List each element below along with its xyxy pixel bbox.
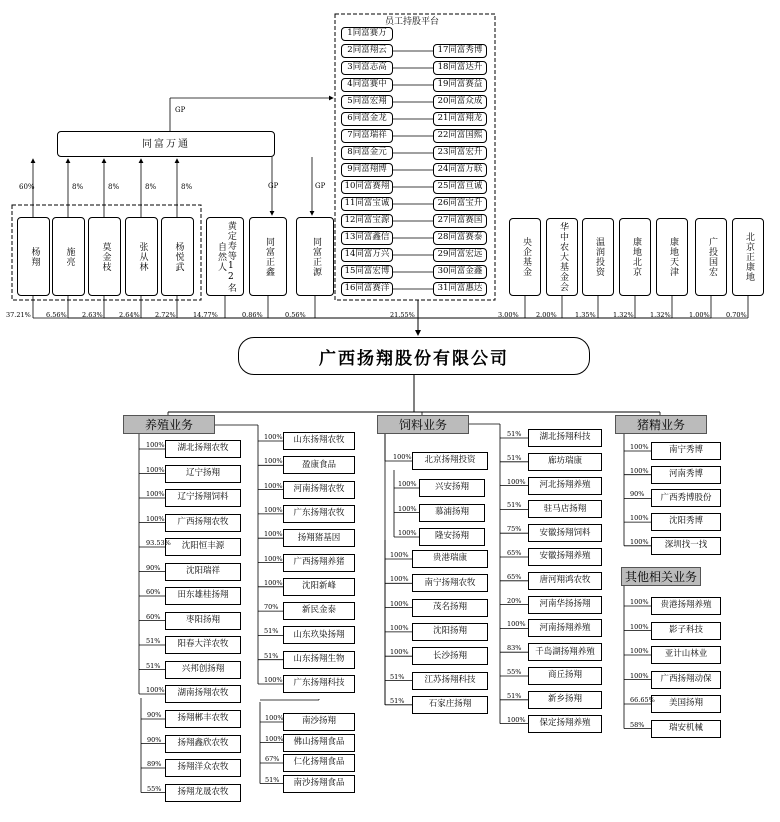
subsidiary-pct: 100% (507, 477, 526, 486)
edge-pct: 8% (108, 183, 120, 191)
family-holder: 杨翔 (17, 217, 50, 296)
family-holder: 张从林 (125, 217, 158, 296)
platform-entity: 17同富秀博 (433, 44, 487, 58)
holding-pct: 3.00% (498, 311, 519, 319)
subsidiary-pct: 100% (630, 671, 649, 680)
subsidiary-box: 湖北扬翔科技 (528, 429, 602, 447)
holding-pct: 2.72% (155, 311, 176, 319)
subsidiary-pct: 100% (390, 551, 409, 559)
right-holder: 温润投资 (582, 218, 614, 296)
subsidiary-box: 田东雄桂扬翔 (165, 587, 241, 605)
subsidiary-box: 美国扬翔 (651, 695, 721, 713)
subsidiary-box: 河南秀博 (651, 466, 721, 484)
subsidiary-box: 贵港瑞康 (412, 550, 488, 568)
subsidiary-box: 湖北扬翔农牧 (165, 440, 241, 458)
subsidiary-box: 广西扬翔农牧 (165, 514, 241, 532)
subsidiary-pct: 100% (146, 490, 165, 498)
subsidiary-box: 扬翔洋众农牧 (165, 759, 241, 777)
subsidiary-box: 隆安扬翔 (419, 528, 485, 546)
subsidiary-pct: 20% (507, 596, 522, 605)
subsidiary-pct: 100% (630, 514, 649, 523)
subsidiary-box: 唐河翔鸿农牧 (528, 572, 602, 590)
right-holder: 康地天津 (656, 218, 688, 296)
holding-pct: 0.56% (285, 311, 306, 319)
holding-pct: 1.32% (650, 311, 671, 319)
subsidiary-box: 亚计山林业 (651, 646, 721, 664)
subsidiary-box: 盈康食品 (283, 456, 355, 474)
subsidiary-pct: 51% (265, 775, 280, 784)
subsidiary-pct: 70% (264, 603, 279, 612)
subsidiary-box: 沈阳瑞祥 (165, 563, 241, 581)
holding-pct: 1.32% (613, 311, 634, 319)
holding-pct: 6.56% (46, 311, 67, 319)
subsidiary-box: 贵港扬翔养殖 (651, 597, 721, 615)
subsidiary-pct: 55% (507, 668, 522, 676)
mid-holder: 同富正源 (296, 217, 334, 296)
subsidiary-box: 瑞安机械 (651, 720, 721, 738)
right-holder: 北京正康地 (732, 218, 764, 296)
subsidiary-pct: 89% (147, 760, 162, 768)
mid-holder: 黄定寿等12名自然人 (206, 217, 244, 296)
subsidiary-pct: 100% (630, 622, 649, 631)
right-holder: 华中农大基金会 (546, 218, 578, 296)
section-other: 其他相关业务 (621, 567, 701, 586)
subsidiary-box: 影子科技 (651, 622, 721, 640)
subsidiary-pct: 90% (147, 735, 162, 744)
subsidiary-pct: 90% (147, 711, 162, 719)
subsidiary-box: 沈阳秀博 (651, 513, 721, 531)
holding-pct: 2.00% (536, 311, 557, 319)
subsidiary-pct: 90% (146, 563, 161, 572)
subsidiary-pct: 100% (264, 578, 283, 587)
holding-pct: 37.21% (6, 311, 31, 319)
subsidiary-pct: 100% (390, 575, 409, 584)
subsidiary-pct: 51% (507, 691, 522, 700)
subsidiary-pct: 51% (264, 627, 279, 636)
platform-entity: 24同富万联 (433, 163, 487, 177)
subsidiary-box: 沈阳新峰 (283, 578, 355, 596)
subsidiary-pct: 51% (264, 651, 279, 660)
holding-pct: 0.70% (726, 311, 747, 319)
subsidiary-pct: 75% (507, 525, 522, 534)
edge-pct: 8% (145, 183, 157, 191)
subsidiary-box: 沈阳扬翔 (412, 623, 488, 641)
subsidiary-box: 廊坊瑞康 (528, 453, 602, 471)
platform-entity: 1同富赛万 (341, 27, 393, 41)
edge-pct: 8% (181, 183, 193, 191)
subsidiary-box: 慕浦扬翔 (419, 504, 485, 522)
platform-entity: 11同富宝诚 (341, 197, 393, 211)
platform-entity: 19同富赛益 (433, 78, 487, 92)
subsidiary-box: 广西秀博股份 (651, 489, 721, 507)
subsidiary-box: 河南扬翔农牧 (283, 481, 355, 499)
platform-entity: 25同富亘诚 (433, 180, 487, 194)
subsidiary-box: 兴安扬翔 (419, 479, 485, 497)
right-holder: 康地北京 (619, 218, 651, 296)
subsidiary-box: 阳春大洋农牧 (165, 636, 241, 654)
holding-pct: 2.63% (82, 311, 103, 319)
subsidiary-box: 扬翔鑫欣农牧 (165, 735, 241, 753)
subsidiary-pct: 51% (146, 637, 161, 645)
platform-entity: 13同富鑫信 (341, 231, 393, 245)
subsidiary-pct: 93.53% (146, 539, 171, 547)
subsidiary-pct: 100% (630, 647, 649, 655)
subsidiary-pct: 100% (630, 443, 649, 451)
subsidiary-box: 驻马店扬翔 (528, 500, 602, 518)
subsidiary-pct: 100% (390, 599, 409, 608)
subsidiary-box: 石家庄扬翔 (412, 696, 488, 714)
subsidiary-box: 江苏扬翔科技 (412, 672, 488, 690)
subsidiary-pct: 51% (390, 672, 405, 681)
section-breeding: 养殖业务 (123, 415, 215, 434)
subsidiary-box: 仁化扬翔食品 (283, 754, 355, 772)
family-holder: 莫金枝 (88, 217, 121, 296)
holding-pct: 2.64% (119, 311, 140, 319)
subsidiary-pct: 65% (507, 572, 522, 581)
platform-entity: 8同富金元 (341, 146, 393, 160)
subsidiary-box: 茂名扬翔 (412, 599, 488, 617)
subsidiary-box: 山东扬翔生物 (283, 651, 355, 669)
subsidiary-box: 辽宁扬翔饲料 (165, 489, 241, 507)
subsidiary-box: 辽宁扬翔 (165, 465, 241, 483)
subsidiary-pct: 100% (264, 481, 283, 490)
subsidiary-box: 南沙扬翔 (283, 713, 355, 731)
subsidiary-pct: 100% (390, 648, 409, 657)
edge-pct: 8% (72, 183, 84, 191)
gp-label: GP (268, 182, 279, 190)
subsidiary-pct: 100% (265, 734, 284, 743)
subsidiary-box: 广东扬翔农牧 (283, 505, 355, 523)
platform-entity: 10同富赛翔 (341, 180, 393, 194)
subsidiary-box: 南宁秀博 (651, 442, 721, 460)
platform-entity: 28同富赛泰 (433, 231, 487, 245)
subsidiary-pct: 100% (146, 514, 165, 523)
holding-pct: 14.77% (193, 311, 218, 319)
subsidiary-box: 河南扬翔养殖 (528, 619, 602, 637)
subsidiary-pct: 100% (264, 676, 283, 684)
subsidiary-box: 山东扬翔农牧 (283, 432, 355, 450)
subsidiary-pct: 100% (507, 715, 526, 724)
gp-label: GP (315, 182, 326, 190)
subsidiary-box: 新民金泰 (283, 602, 355, 620)
subsidiary-box: 湖南扬翔农牧 (165, 685, 241, 703)
subsidiary-pct: 67% (265, 755, 280, 763)
edge-pct: 60% (19, 183, 35, 191)
subsidiary-box: 枣阳扬翔 (165, 612, 241, 630)
subsidiary-box: 广西扬翔动保 (651, 671, 721, 689)
mid-holder: 同富正鑫 (249, 217, 287, 296)
company-name-box: 广西扬翔股份有限公司 (238, 337, 590, 375)
platform-entity: 15同富宏博 (341, 265, 393, 279)
platform-entity: 22同富国熙 (433, 129, 487, 143)
subsidiary-box: 沈阳恒丰源 (165, 538, 241, 556)
platform-entity: 12同富宝源 (341, 214, 393, 228)
subsidiary-pct: 100% (630, 537, 649, 546)
subsidiary-pct: 66.65% (630, 696, 655, 704)
subsidiary-box: 扬翔龙晟农牧 (165, 784, 241, 802)
subsidiary-pct: 83% (507, 644, 522, 653)
platform-entity: 5同富宏翔 (341, 95, 393, 109)
platform-pct: 21.55% (390, 311, 415, 319)
subsidiary-pct: 90% (630, 490, 645, 499)
platform-entity: 3同富志高 (341, 61, 393, 75)
subsidiary-box: 南沙扬翔食品 (283, 775, 355, 793)
subsidiary-pct: 100% (264, 505, 283, 514)
platform-entity: 7同富瑞祥 (341, 129, 393, 143)
gp-label-platform: GP (175, 106, 186, 114)
subsidiary-box: 河北扬翔养殖 (528, 477, 602, 495)
subsidiary-box: 深圳找一找 (651, 537, 721, 555)
subsidiary-box: 新乡扬翔 (528, 691, 602, 709)
platform-entity: 21同富翔龙 (433, 112, 487, 126)
subsidiary-pct: 100% (507, 620, 526, 629)
platform-entity: 9同富翔博 (341, 163, 393, 177)
subsidiary-pct: 100% (398, 529, 417, 537)
subsidiary-box: 扬翔郴丰农牧 (165, 710, 241, 728)
family-holder: 施亮 (52, 217, 85, 296)
subsidiary-pct: 51% (507, 453, 522, 462)
subsidiary-pct: 55% (147, 784, 162, 793)
subsidiary-pct: 51% (507, 501, 522, 510)
subsidiary-pct: 100% (146, 441, 165, 449)
right-holder: 广投国宏 (695, 218, 727, 296)
subsidiary-box: 千岛湖扬翔养殖 (528, 643, 602, 661)
platform-entity: 4同富赛中 (341, 78, 393, 92)
section-feed: 饲料业务 (377, 415, 469, 434)
platform-entity: 26同富宝升 (433, 197, 487, 211)
subsidiary-pct: 100% (630, 598, 649, 606)
subsidiary-box: 南宁扬翔农牧 (412, 574, 488, 592)
subsidiary-pct: 100% (146, 465, 165, 474)
platform-entity: 27同富赛国 (433, 214, 487, 228)
holding-pct: 0.86% (242, 311, 263, 319)
subsidiary-box: 安徽扬翔养殖 (528, 548, 602, 566)
platform-entity: 31同富惠达 (433, 282, 487, 296)
platform-entity: 14同富万兴 (341, 248, 393, 262)
right-holder: 央企基金 (509, 218, 541, 296)
subsidiary-box: 长沙扬翔 (412, 647, 488, 665)
section-pig: 猪精业务 (615, 415, 707, 434)
subsidiary-pct: 65% (507, 549, 522, 557)
subsidiary-pct: 100% (264, 554, 283, 563)
subsidiary-pct: 51% (146, 661, 161, 670)
subsidiary-box: 扬翔猪基因 (283, 529, 355, 547)
subsidiary-box: 商丘扬翔 (528, 667, 602, 685)
platform-entity: 20同富众成 (433, 95, 487, 109)
subsidiary-pct: 100% (398, 504, 417, 513)
subsidiary-pct: 100% (264, 433, 283, 441)
subsidiary-box: 保定扬翔养殖 (528, 715, 602, 733)
subsidiary-pct: 100% (393, 453, 412, 461)
subsidiary-pct: 51% (507, 430, 522, 438)
subsidiary-box: 广东扬翔科技 (283, 675, 355, 693)
subsidiary-pct: 100% (264, 457, 283, 466)
platform-entity: 6同富金龙 (341, 112, 393, 126)
subsidiary-pct: 100% (146, 686, 165, 694)
subsidiary-box: 安徽扬翔饲料 (528, 524, 602, 542)
platform-entity: 16同富赛洋 (341, 282, 393, 296)
subsidiary-pct: 60% (146, 588, 161, 596)
subsidiary-box: 河南华扬扬翔 (528, 596, 602, 614)
platform-entity: 18同富达升 (433, 61, 487, 75)
family-holder: 杨悦武 (161, 217, 194, 296)
subsidiary-pct: 100% (630, 466, 649, 475)
subsidiary-pct: 58% (630, 720, 645, 729)
subsidiary-box: 山东玖染扬翔 (283, 626, 355, 644)
subsidiary-pct: 60% (146, 612, 161, 621)
subsidiary-box: 佛山扬翔食品 (283, 734, 355, 752)
platform-entity: 30同富金鑫 (433, 265, 487, 279)
subsidiary-pct: 100% (390, 623, 409, 632)
platform-entity: 23同富宏升 (433, 146, 487, 160)
subsidiary-pct: 51% (390, 696, 405, 705)
holding-pct: 1.35% (575, 311, 596, 319)
tongfu-wantong-box: 同富万通 (57, 131, 275, 157)
subsidiary-box: 广西扬翔养猪 (283, 554, 355, 572)
subsidiary-pct: 100% (398, 480, 417, 488)
holding-pct: 1.00% (689, 311, 710, 319)
subsidiary-box: 北京扬翔投资 (412, 452, 488, 470)
platform-entity: 29同富宏远 (433, 248, 487, 262)
subsidiary-pct: 100% (265, 714, 284, 722)
employee-platform-title: 员工持股平台 (385, 17, 440, 27)
platform-entity: 2同富翔云 (341, 44, 393, 58)
subsidiary-pct: 100% (264, 530, 283, 539)
subsidiary-box: 兴邦创扬翔 (165, 661, 241, 679)
